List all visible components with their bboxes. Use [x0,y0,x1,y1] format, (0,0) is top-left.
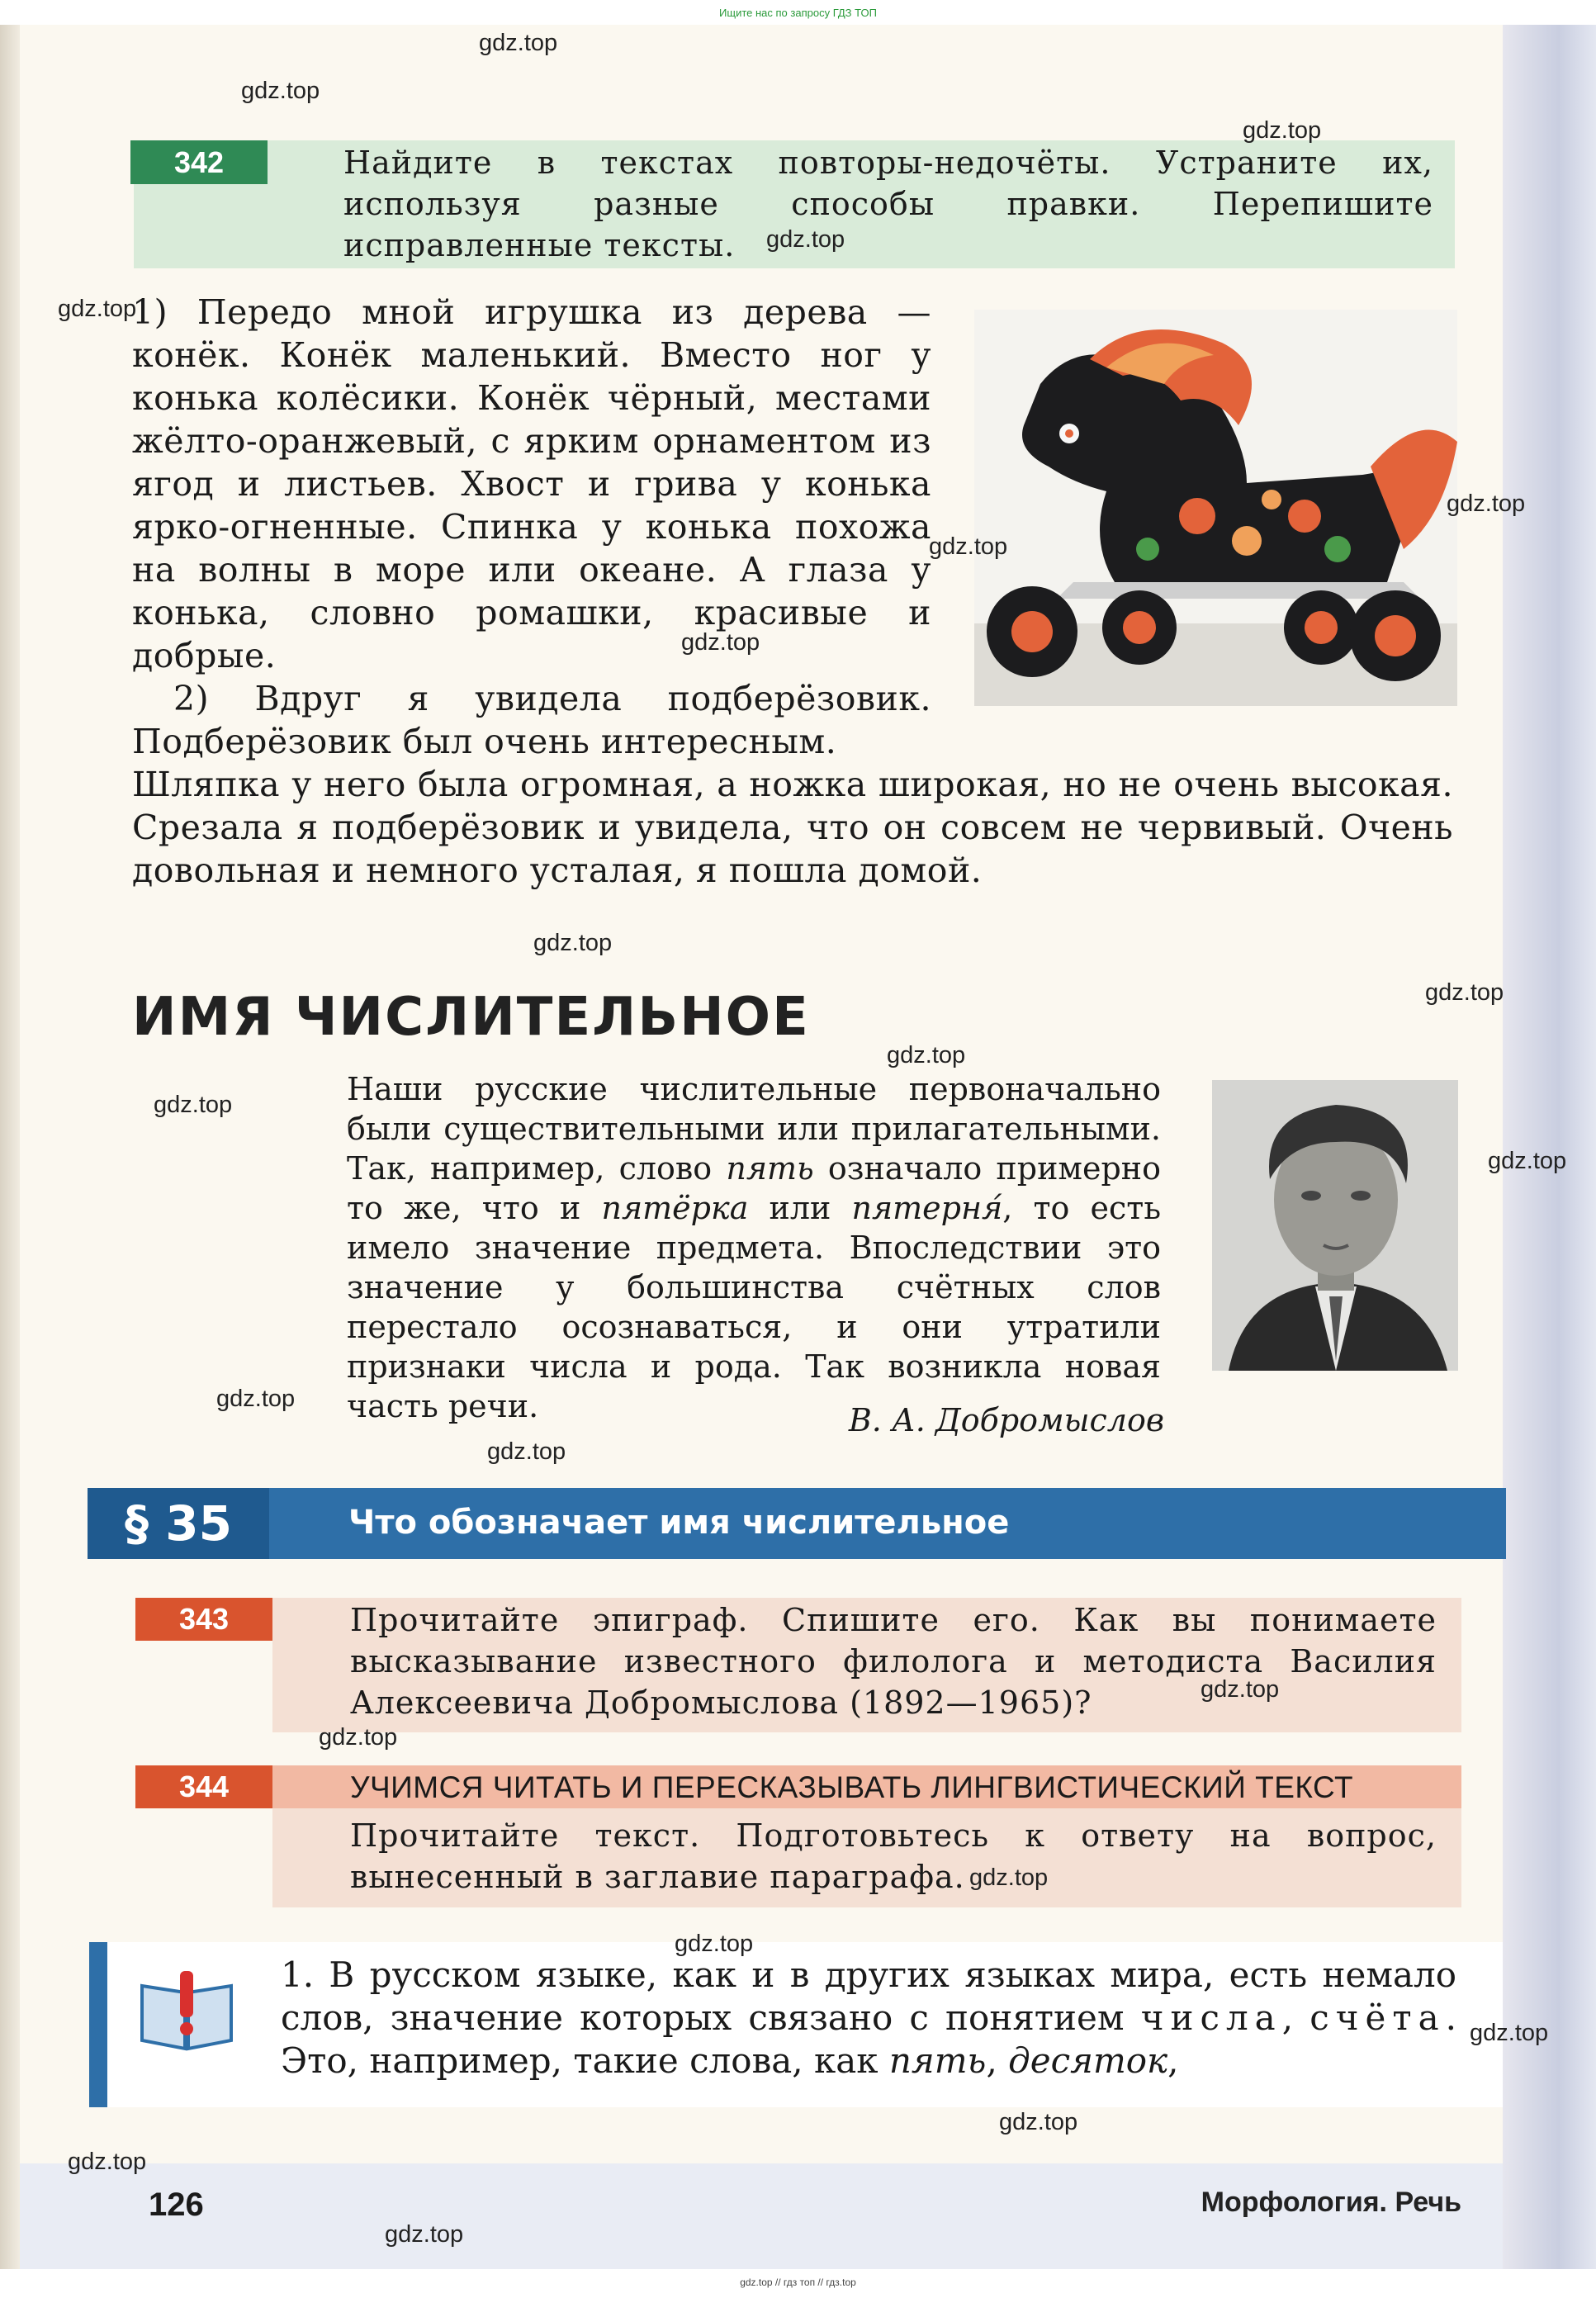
paragraph-number: § 35 [88,1488,269,1559]
watermark: gdz.top [487,1438,566,1465]
watermark: gdz.top [929,533,1008,560]
portrait-photo [1212,1080,1458,1371]
watermark: gdz.top [1425,979,1504,1006]
bottom-banner-text: gdz.top // гдз топ // гдз.top [740,2277,856,2288]
epigraph-part: , то есть имело значение предмета. Впоследствии это значение у большинства счётных слов перестало осознаваться, и они утратили признаки числа и рода. Так возникла новая часть речи. [347,1190,1162,1424]
rule-italic-word: десяток [1008,2040,1168,2081]
epigraph-word: пять [726,1150,814,1187]
watermark: gdz.top [533,930,613,956]
rule-text [281,1954,1456,2082]
exercise-342-instruction: Найдите в текстах повторы-недочёты. Устраните их, используя разные способы правки. Перепишите исправленные тексты. [343,145,1433,263]
exercise-344-text: Прочитайте текст. Подготовьтесь к ответу на вопрос, вынесенный в заглавие параграфа. [350,1817,1437,1895]
section-title: ИМЯ ЧИСЛИТЕЛЬНОЕ [132,987,810,1048]
exercise-342-text [132,291,931,763]
epigraph-part: или [748,1190,852,1226]
rule-part: . Это, например, такие слова, как [281,1997,1456,2081]
page-spine-shadow [0,25,20,2269]
watermark: gdz.top [1201,1676,1280,1703]
rule-box-accent [89,1942,107,2107]
watermark: gdz.top [479,30,558,56]
exercise-342-text1: 1) Передо мной игрушка из дерева — конёк. Конёк маленький. Вместо ног у конька колёсики. Конёк чёрный, местами жёлто-оранжевый, с ярким орнаментом из ягод и листьев. Хвост и грива у конька ярко-огненные. Спинка у конька похожа на волны в море или океане. А глаза у конька, словно ромашки, красивые и добрые. [132,292,931,675]
exercise-343-text: Прочитайте эпиграф. Спишите его. Как вы понимаете высказывание известного филолога и методиста Василия Алексеевича Добромыслова (1892—1965)? [350,1602,1437,1721]
epigraph-word: пятёрка [601,1190,749,1226]
rule-part: , [1281,1997,1310,2038]
epigraph-part: означало примерно то же, что и [347,1150,1161,1226]
exclamation-book-icon [137,1969,236,2052]
epigraph-word: пятерня́ [851,1190,1003,1226]
rule-spaced-word: числа [1140,1997,1282,2038]
paragraph-title: Что обозначает имя числительное [348,1504,1010,1542]
watermark: gdz.top [241,78,320,104]
watermark: gdz.top [675,1931,754,1957]
watermark: gdz.top [1488,1148,1567,1174]
rule-part: , [1167,2040,1179,2081]
rule-part: 1. В русском языке, как и в других языках мира, есть немало слов, значение которых связано с понятием [281,1954,1456,2038]
watermark: gdz.top [216,1386,296,1412]
watermark: gdz.top [1470,2020,1549,2046]
watermark: gdz.top [58,296,137,322]
watermark: gdz.top [1447,490,1526,517]
watermark: gdz.top [319,1724,398,1751]
watermark: gdz.top [68,2149,147,2175]
watermark: gdz.top [887,1042,966,1068]
bottom-banner [0,2269,1596,2298]
exercise-342-text2-part1: 2) Вдруг я увидела подберёзовик. Подберёзовик был очень интересным. [132,679,931,761]
exercise-344-heading: УЧИМСЯ ЧИТАТЬ И ПЕРЕСКАЗЫВАТЬ ЛИНГВИСТИЧЕСКИЙ ТЕКСТ [350,1770,1354,1804]
rule-part: , [986,2040,1009,2081]
rule-italic-word: пять [888,2040,987,2081]
epigraph [347,1069,1161,1426]
watermark: gdz.top [969,1864,1049,1891]
top-banner-text: Ищите нас по запросу ГДЗ ТОП [719,7,877,19]
epigraph-author: В. А. Добромыслов [848,1402,1164,1438]
page-number: 126 [149,2187,204,2223]
watermark: gdz.top [1243,117,1322,144]
exercise-344-number: 344 [135,1765,272,1808]
rule-spaced-word: счёта [1309,1997,1446,2038]
epigraph-part: Наши русские числительные первоначально были существительными или прилагательными. Так, например, слово [347,1071,1161,1187]
page-footer-section: Морфология. Речь [1201,2187,1461,2218]
watermark: gdz.top [766,226,845,253]
exercise-343-number: 343 [135,1598,272,1641]
wooden-horse-toy-illustration [974,310,1457,706]
exercise-342-number: 342 [130,140,268,184]
watermark: gdz.top [681,629,760,656]
exercise-342-text2-part2: Шляпка у него была огромная, а ножка широкая, но не очень высокая. Срезала я подберёзовик и увидела, что он совсем не червивый. Очень довольная и немного усталая, я пошла домой. [132,765,1453,890]
page-edge [1503,25,1596,2269]
top-banner [0,0,1596,25]
watermark: gdz.top [999,2109,1078,2135]
watermark: gdz.top [154,1092,233,1118]
watermark: gdz.top [385,2221,464,2248]
